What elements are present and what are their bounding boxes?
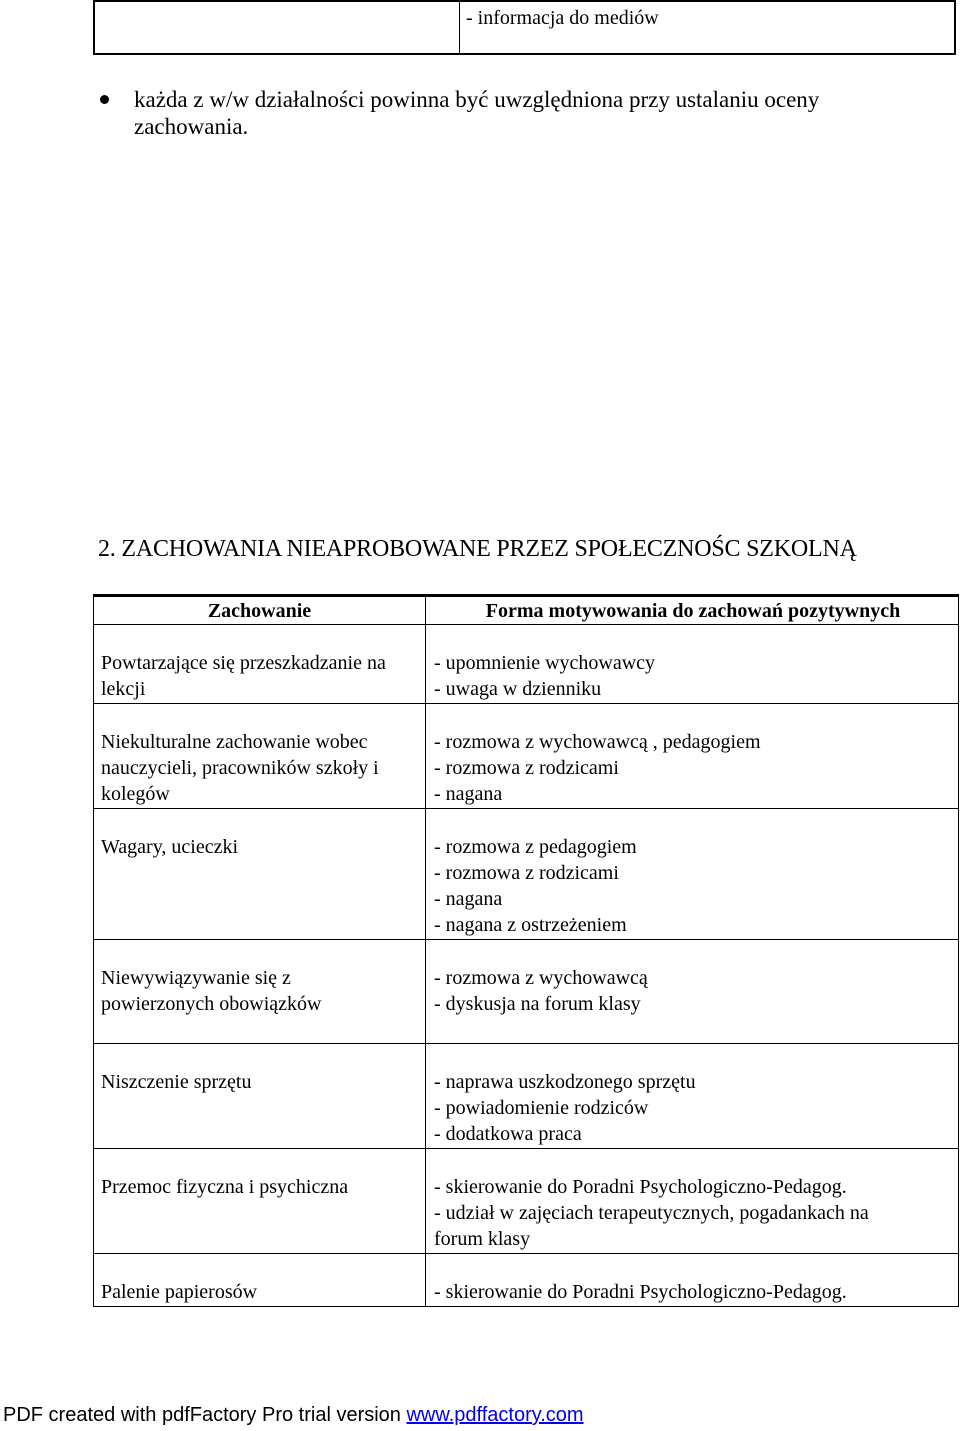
actions-cell [426,940,959,1044]
action-line: - powiadomienie rodziców [434,1097,649,1119]
action-line: - nagana z ostrzeżeniem [434,914,627,936]
table-row [94,1254,959,1307]
actions-cell [426,1149,959,1254]
behavior-cell [94,1044,426,1149]
action-line: - rozmowa z wychowawcą [434,967,648,989]
action-line: - nagana [434,888,503,910]
action-line: - rozmowa z wychowawcą , pedagogiem [434,731,761,753]
table-column-divider [459,2,460,53]
table-row [94,1149,959,1254]
bullet-icon [100,95,109,104]
behavior-line: Powtarzające się przeszkadzanie na [101,652,386,674]
behavior-line: powierzonych obowiązków [101,993,322,1015]
behavior-cell [94,1149,426,1254]
pdf-footer [3,1403,584,1427]
behavior-line: Wagary, ucieczki [101,836,239,858]
behavior-line: Przemoc fizyczna i psychiczna [101,1176,349,1198]
action-line: forum klasy [434,1228,531,1250]
action-line: - dyskusja na forum klasy [434,993,641,1015]
table-row [94,704,959,809]
behavior-cell [94,704,426,809]
behavior-line: Palenie papierosów [101,1281,258,1303]
action-line: - rozmowa z rodzicami [434,757,619,779]
behavior-cell [94,940,426,1044]
actions-cell [426,1044,959,1149]
action-line: - nagana [434,783,503,805]
footer-text: PDF created with pdfFactory Pro trial version [3,1404,407,1426]
section-heading: 2. ZACHOWANIA NIEAPROBOWANE PRZEZ SPOŁECZNOŚC SZKOLNĄ [98,536,857,562]
header-motivation-form: Forma motywowania do zachowań pozytywnych [426,596,959,625]
table-row [94,625,959,704]
action-line: - rozmowa z rodzicami [434,862,619,884]
bullet-text: każda z w/w działalności powinna być uwzględniona przy ustalaniu oceny zachowania. [134,87,820,139]
actions-cell [426,809,959,940]
behavior-table [93,594,959,1307]
behavior-line: Niewywiązywanie się z [101,967,291,989]
action-line: - udział w zajęciach terapeutycznych, pogadankach na [434,1202,869,1224]
actions-cell [426,625,959,704]
actions-cell [426,704,959,809]
table-header-row [94,596,959,625]
top-table-right-cell: - informacja do mediów [466,7,659,29]
table-row [94,1044,959,1149]
behavior-cell [94,1254,426,1307]
behavior-line: Niszczenie sprzętu [101,1071,252,1093]
top-table-fragment [93,0,956,55]
action-line: - skierowanie do Poradni Psychologiczno-Pedagog. [434,1281,847,1303]
behavior-cell [94,809,426,940]
behavior-line: kolegów [101,783,170,805]
footer-link[interactable]: www.pdffactory.com [406,1404,584,1426]
action-line: - dodatkowa praca [434,1123,582,1145]
action-line: - uwaga w dzienniku [434,678,602,700]
header-behavior: Zachowanie [94,596,426,625]
behavior-line: Niekulturalne zachowanie wobec [101,731,368,753]
behavior-line: nauczycieli, pracowników szkoły i [101,757,379,779]
action-line: - rozmowa z pedagogiem [434,836,637,858]
action-line: - naprawa uszkodzonego sprzętu [434,1071,696,1093]
behavior-cell [94,625,426,704]
actions-cell [426,1254,959,1307]
behavior-line: lekcji [101,678,146,700]
table-row [94,940,959,1044]
action-line: - upomnienie wychowawcy [434,652,656,674]
action-line: - skierowanie do Poradni Psychologiczno-Pedagog. [434,1176,847,1198]
table-row [94,809,959,940]
